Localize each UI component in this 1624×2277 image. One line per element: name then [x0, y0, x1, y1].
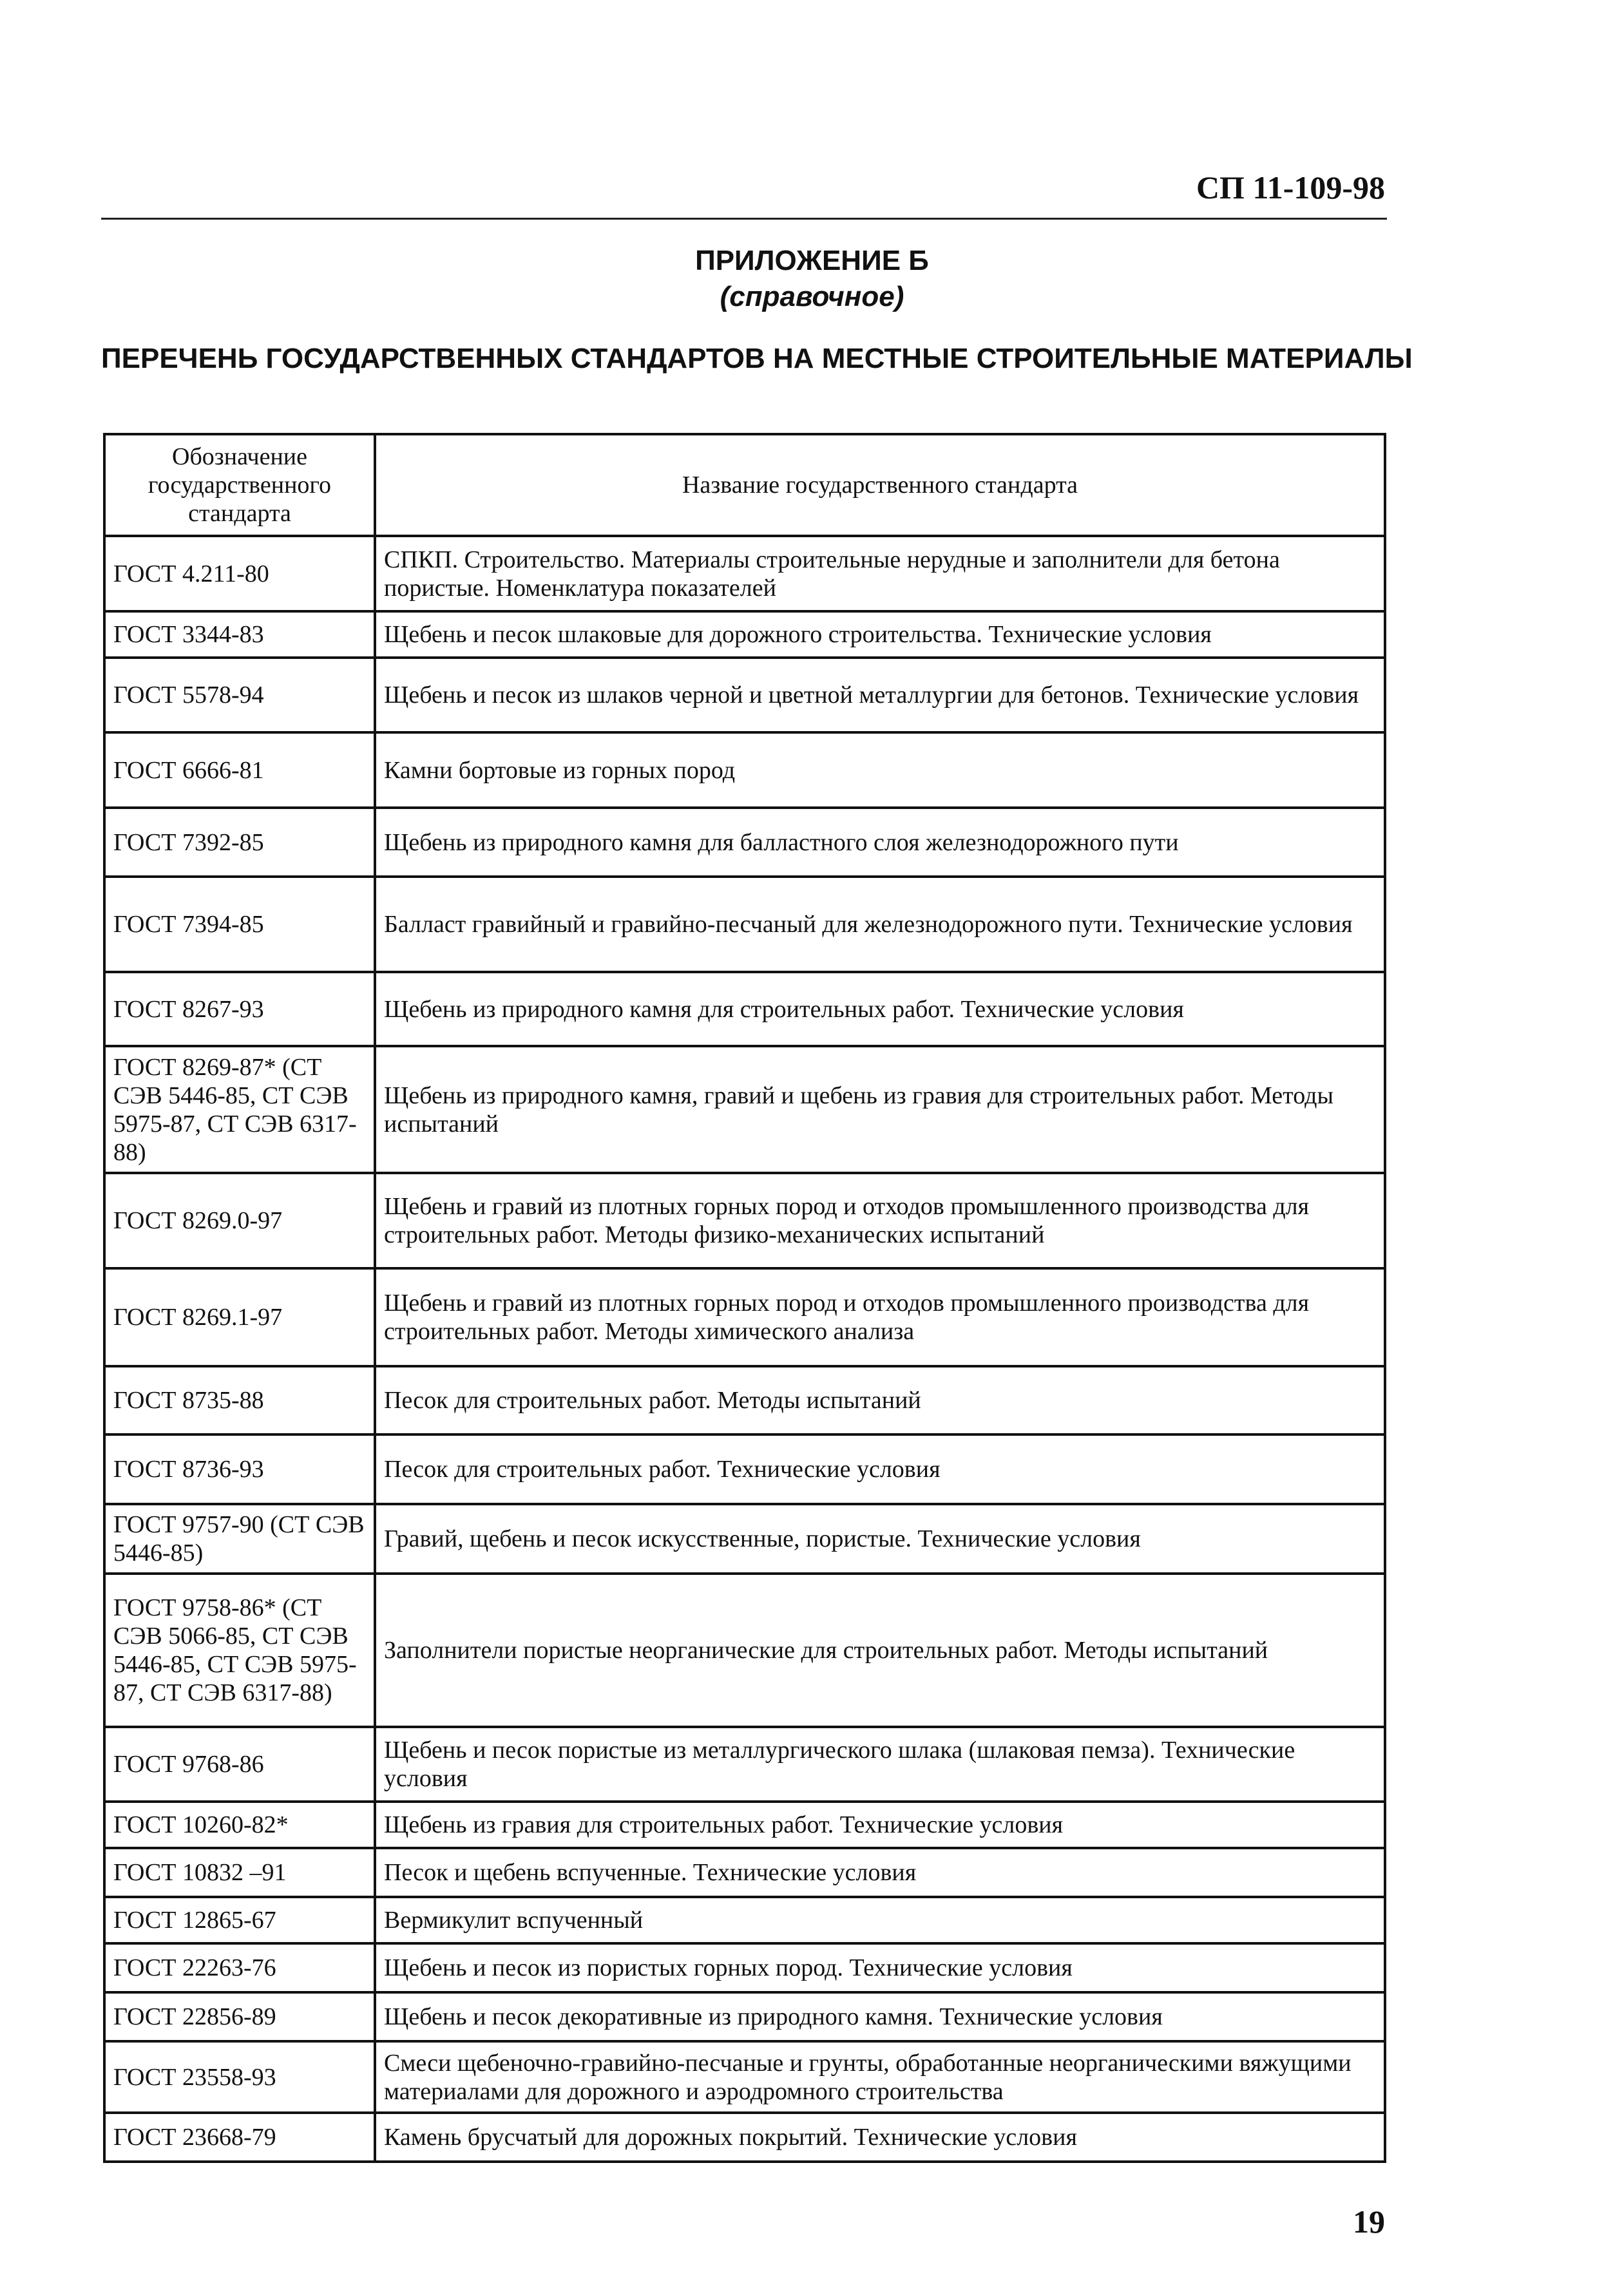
table-row [104, 2113, 1385, 2162]
standard-name: Заполнители пористые неорганические для строительных работ. Методы испытаний [375, 1574, 1385, 1727]
standard-name: СПКП. Строительство. Материалы строительные нерудные и заполнители для бетона пористые. Номенклатура показателей [375, 536, 1385, 611]
standard-name: Щебень и песок из шлаков черной и цветной металлургии для бетонов. Технические условия [375, 658, 1385, 732]
standard-name: Щебень и песок декоративные из природного камня. Технические условия [375, 1992, 1385, 2041]
appendix-title: ПРИЛОЖЕНИЕ Б [695, 245, 929, 276]
header-rule [101, 218, 1387, 220]
standard-code: ГОСТ 7394-85 [104, 877, 375, 972]
standard-code: ГОСТ 9768-86 [104, 1727, 375, 1802]
standard-code: ГОСТ 23558-93 [104, 2041, 375, 2113]
standard-name: Камни бортовые из горных пород [375, 732, 1385, 808]
table-row [104, 1268, 1385, 1366]
standard-name: Песок и щебень вспученные. Технические условия [375, 1848, 1385, 1897]
standards-table [103, 433, 1386, 2163]
table-header-row [104, 434, 1385, 536]
table-row [104, 536, 1385, 611]
table-row [104, 1504, 1385, 1574]
standard-code: ГОСТ 4.211-80 [104, 536, 375, 611]
standard-code: ГОСТ 5578-94 [104, 658, 375, 732]
table-row [104, 1727, 1385, 1802]
standard-code: ГОСТ 8269.0-97 [104, 1173, 375, 1268]
standard-code: ГОСТ 22263-76 [104, 1943, 375, 1992]
standard-code: ГОСТ 12865-67 [104, 1897, 375, 1943]
standard-name: Вермикулит вспученный [375, 1897, 1385, 1943]
standard-code: ГОСТ 3344-83 [104, 611, 375, 658]
table-row [104, 658, 1385, 732]
standard-code: ГОСТ 10832 –91 [104, 1848, 375, 1897]
standard-name: Щебень и гравий из плотных горных пород и отходов промышленного производства для строительных работ. Методы химического анализа [375, 1268, 1385, 1366]
standard-name: Камень брусчатый для дорожных покрытий. Технические условия [375, 2113, 1385, 2162]
table-row [104, 1992, 1385, 2041]
standard-name: Песок для строительных работ. Технические условия [375, 1434, 1385, 1504]
standard-name: Щебень и песок шлаковые для дорожного строительства. Технические условия [375, 611, 1385, 658]
standard-code: ГОСТ 6666-81 [104, 732, 375, 808]
standard-name: Щебень из природного камня, гравий и щебень из гравия для строительных работ. Методы испытаний [375, 1046, 1385, 1173]
table-row [104, 1897, 1385, 1943]
standard-name: Щебень и гравий из плотных горных пород и отходов промышленного производства для строительных работ. Методы физико-механических испытаний [375, 1173, 1385, 1268]
table-row [104, 1366, 1385, 1434]
standard-name: Щебень из гравия для строительных работ. Технические условия [375, 1802, 1385, 1848]
table-row [104, 1574, 1385, 1727]
table-row [104, 808, 1385, 877]
table-row [104, 1943, 1385, 1992]
page-number: 19 [1353, 2204, 1385, 2240]
table-row [104, 1848, 1385, 1897]
table-row [104, 1173, 1385, 1268]
table-row [104, 1046, 1385, 1173]
standard-code: ГОСТ 8269-87* (СТ СЭВ 5446-85, СТ СЭВ 5975-87, СТ СЭВ 6317-88) [104, 1046, 375, 1173]
standard-name: Щебень из природного камня для балластного слоя железнодорожного пути [375, 808, 1385, 877]
appendix-subtitle: (справочное) [720, 281, 904, 312]
standard-code: ГОСТ 10260-82* [104, 1802, 375, 1848]
standard-code: ГОСТ 8735-88 [104, 1366, 375, 1434]
standard-name: Гравий, щебень и песок искусственные, пористые. Технические условия [375, 1504, 1385, 1574]
standard-name: Щебень из природного камня для строительных работ. Технические условия [375, 972, 1385, 1046]
standard-name: Щебень и песок пористые из металлургического шлака (шлаковая пемза). Технические условия [375, 1727, 1385, 1802]
table-row [104, 1802, 1385, 1848]
header-designation: Обозначение государственного стандарта [104, 434, 375, 536]
table-row [104, 972, 1385, 1046]
header-name: Название государственного стандарта [375, 434, 1385, 536]
table-row [104, 611, 1385, 658]
table-row [104, 2041, 1385, 2113]
list-title: ПЕРЕЧЕНЬ ГОСУДАРСТВЕННЫХ СТАНДАРТОВ НА МЕСТНЫЕ СТРОИТЕЛЬНЫЕ МАТЕРИАЛЫ [101, 343, 1413, 374]
standard-name: Смеси щебеночно-гравийно-песчаные и грунты, обработанные неорганическими вяжущими материалами для дорожного и аэродромного строительства [375, 2041, 1385, 2113]
standard-code: ГОСТ 23668-79 [104, 2113, 375, 2162]
standard-name: Песок для строительных работ. Методы испытаний [375, 1366, 1385, 1434]
table-row [104, 732, 1385, 808]
document-code: СП 11-109-98 [1196, 169, 1385, 205]
standard-code: ГОСТ 22856-89 [104, 1992, 375, 2041]
standard-code: ГОСТ 8269.1-97 [104, 1268, 375, 1366]
standard-name: Балласт гравийный и гравийно-песчаный для железнодорожного пути. Технические условия [375, 877, 1385, 972]
standard-code: ГОСТ 9758-86* (СТ СЭВ 5066-85, СТ СЭВ 5446-85, СТ СЭВ 5975-87, СТ СЭВ 6317-88) [104, 1574, 375, 1727]
standard-code: ГОСТ 8736-93 [104, 1434, 375, 1504]
table-row [104, 877, 1385, 972]
standard-code: ГОСТ 7392-85 [104, 808, 375, 877]
table-row [104, 1434, 1385, 1504]
standard-name: Щебень и песок из пористых горных пород. Технические условия [375, 1943, 1385, 1992]
standard-code: ГОСТ 8267-93 [104, 972, 375, 1046]
standards-table-body [104, 434, 1385, 2162]
standard-code: ГОСТ 9757-90 (СТ СЭВ 5446-85) [104, 1504, 375, 1574]
